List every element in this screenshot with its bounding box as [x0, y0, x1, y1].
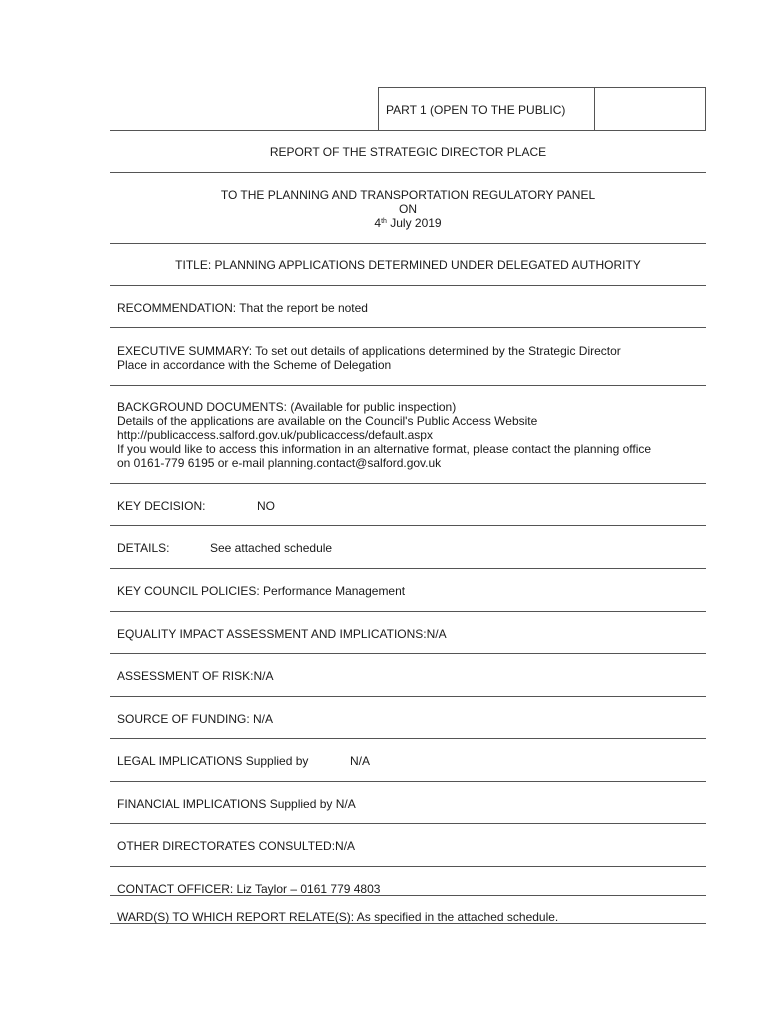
section-rule: [110, 923, 706, 924]
legal-implications-label: LEGAL IMPLICATIONS Supplied by: [117, 754, 309, 768]
details: [117, 541, 702, 555]
section-rule: [110, 130, 706, 131]
contact-officer: CONTACT OFFICER: Liz Taylor – 0161 779 4803: [117, 882, 381, 896]
executive-summary-line1: EXECUTIVE SUMMARY: To set out details of applications determined by the Strategic Director: [117, 344, 621, 358]
date-rest: July 2019: [386, 216, 442, 230]
background-line2: Details of the applications are available on the Council's Public Access Website: [117, 414, 538, 428]
key-decision-label: KEY DECISION:: [117, 499, 206, 513]
financial-implications: FINANCIAL IMPLICATIONS Supplied by N/A: [117, 797, 356, 811]
section-rule: [110, 285, 706, 286]
section-rule: [110, 696, 706, 697]
assessment-of-risk: ASSESSMENT OF RISK:N/A: [117, 669, 274, 683]
background-line1: BACKGROUND DOCUMENTS: (Available for public inspection): [117, 400, 457, 414]
section-rule: [110, 483, 706, 484]
section-rule: [110, 738, 706, 739]
part-label: PART 1 (OPEN TO THE PUBLIC): [386, 102, 566, 117]
section-rule: [110, 243, 706, 244]
recommendation: RECOMMENDATION: That the report be noted: [117, 301, 368, 315]
date-day: 4: [374, 216, 382, 230]
section-rule: [110, 568, 706, 569]
background-url: http://publicaccess.salford.gov.uk/publicaccess/default.aspx: [117, 428, 433, 442]
section-rule: [110, 611, 706, 612]
details-value: See attached schedule: [210, 541, 333, 555]
section-rule: [110, 895, 706, 896]
key-decision-value: NO: [257, 499, 275, 513]
wards: WARD(S) TO WHICH REPORT RELATE(S): As specified in the attached schedule.: [117, 910, 559, 924]
equality-impact: EQUALITY IMPACT ASSESSMENT AND IMPLICATIONS:N/A: [117, 627, 447, 641]
section-rule: [110, 525, 706, 526]
key-decision: [117, 499, 702, 513]
date-day-suffix: th: [381, 218, 387, 225]
executive-summary-line2: Place in accordance with the Scheme of Delegation: [117, 358, 392, 372]
details-label: DETAILS:: [117, 541, 170, 555]
legal-implications: [117, 754, 702, 768]
part-label-cell: [379, 88, 595, 131]
header-box: [378, 87, 706, 131]
source-of-funding: SOURCE OF FUNDING: N/A: [117, 712, 274, 726]
to-panel-line2: ON: [399, 202, 417, 216]
meeting-date: [110, 216, 706, 230]
section-rule: [110, 172, 706, 173]
report-title: TITLE: PLANNING APPLICATIONS DETERMINED UNDER DELEGATED AUTHORITY: [175, 258, 641, 272]
section-rule: [110, 781, 706, 782]
section-rule: [110, 385, 706, 386]
empty-header-cell: [595, 88, 705, 131]
background-line4: If you would like to access this information in an alternative format, please contact the planning office: [117, 442, 652, 456]
section-rule: [110, 823, 706, 824]
key-council-policies: KEY COUNCIL POLICIES: Performance Management: [117, 584, 406, 598]
other-directorates: OTHER DIRECTORATES CONSULTED:N/A: [117, 839, 356, 853]
section-rule: [110, 866, 706, 867]
section-rule: [110, 327, 706, 328]
legal-implications-value: N/A: [350, 754, 371, 768]
background-line5: on 0161-779 6195 or e-mail planning.contact@salford.gov.uk: [117, 456, 442, 470]
section-rule: [110, 653, 706, 654]
to-panel-line1: TO THE PLANNING AND TRANSPORTATION REGULATORY PANEL: [220, 188, 596, 202]
report-of: REPORT OF THE STRATEGIC DIRECTOR PLACE: [269, 145, 547, 159]
